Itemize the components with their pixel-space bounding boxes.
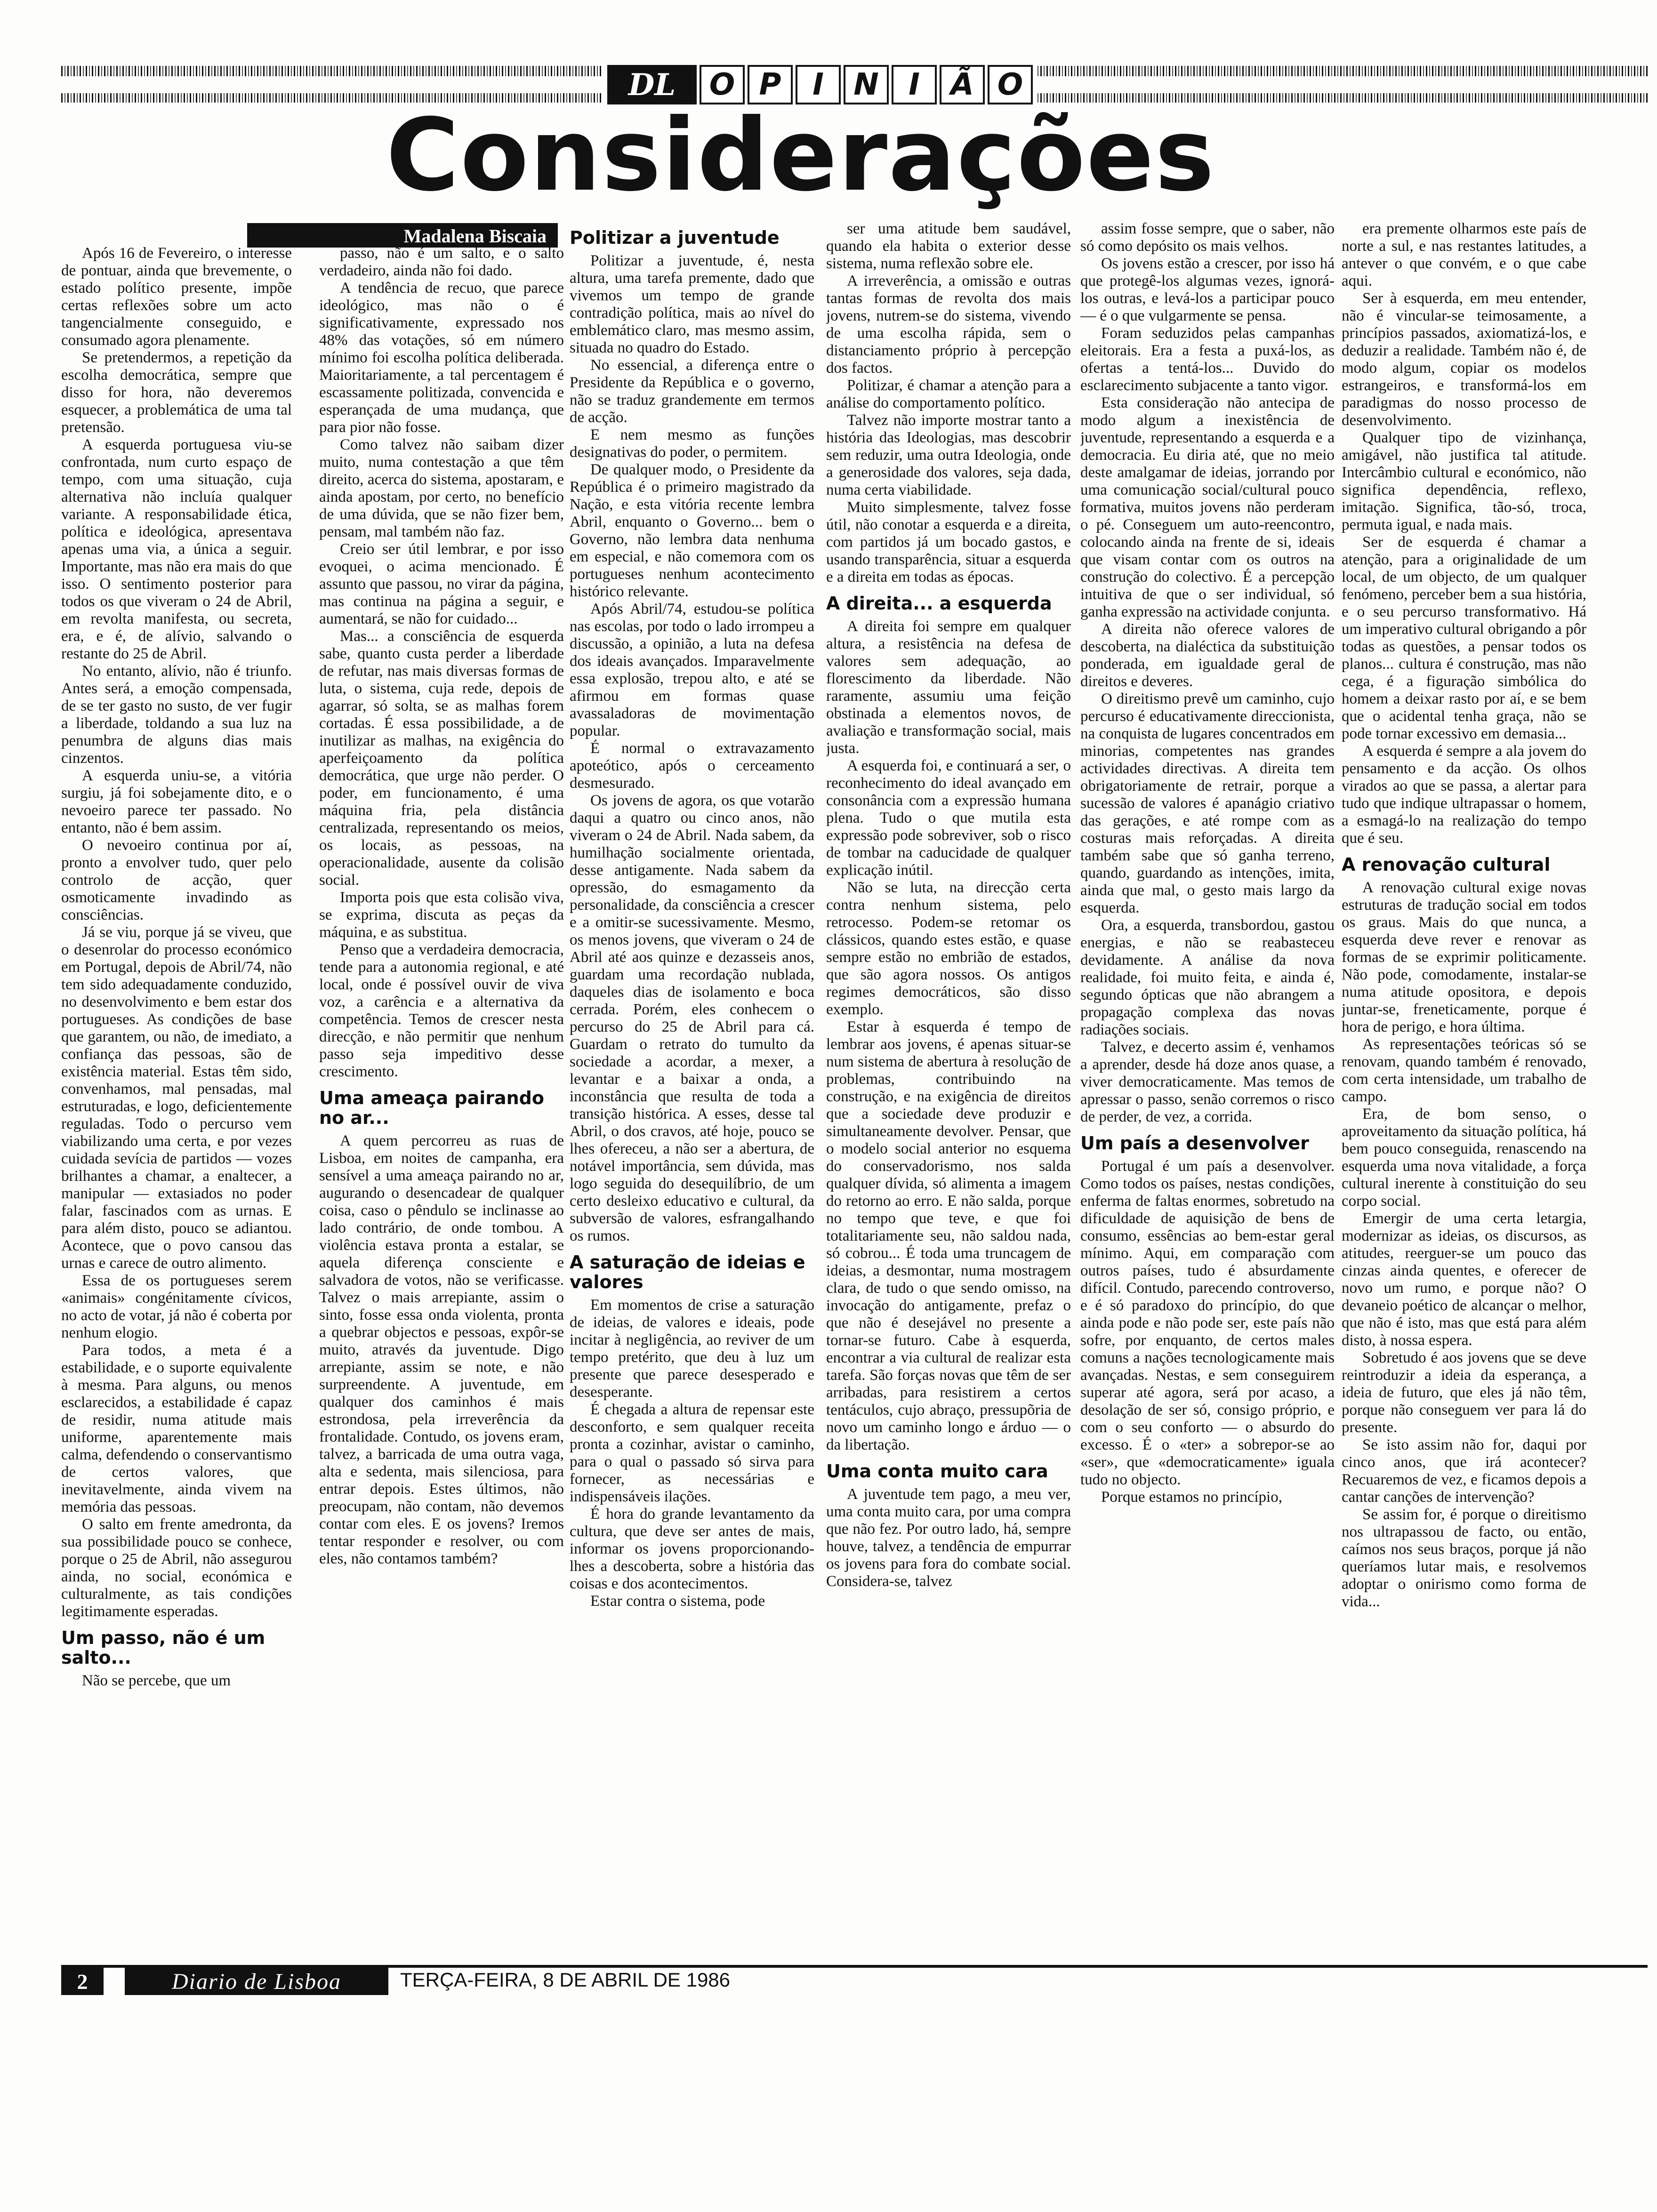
paragraph: As representações teóricas só se renovam, quando também é renovado, com certa intensidade, um trabalho de campo. [1342,1036,1586,1105]
paragraph: Após 16 de Fevereiro, o interesse de pontuar, ainda que brevemente, o estado político presente, impõe certas reflexões sobre um acto tangencialmente conseguido, e consumado agora plenamente. [61,245,292,349]
paragraph: Emergir de uma certa letargia, modernizar as ideias, os discursos, as atitudes, reerguer-se um pouco das cinzas ainda quentes, e oferecer de novo um rumo, e porque não? O devaneio poético de alcançar o melhor, que não é isto, mas que está para além disto, à nossa espera. [1342,1210,1586,1349]
paragraph: Penso que a verdadeira democracia, tende para a autonomia regional, e até local, onde é possível ouvir de viva voz, a carência e a alternativa da competência. Temos de crescer nesta direcção, e não permitir que nenhum passo seja impeditivo desse crescimento. [319,941,564,1080]
paragraph: Se assim for, é porque o direitismo nos ultrapassou de facto, ou então, caímos nos seus braços, porque já não queríamos lutar mais, e resolvemos adoptar o onirismo como forma de vida... [1342,1506,1586,1610]
paragraph: É hora do grande levantamento da cultura, que deve ser antes de mais, informar os jovens proporcionando-lhes a descoberta, sobre a história das coisas e dos acontecimentos. [570,1506,814,1592]
subheading: A direita... a esquerda [826,593,1052,614]
paragraph: Já se viu, porque já se viveu, que o desenrolar do processo económico em Portugal, depois de Abril/74, não tem sido adequadamente conduzido, no desenvolvimento e bem estar dos portugueses. As condições de base que garantem, ou não, de imediato, a confiança das pessoas, são de existência material. Estas têm sido, convenhamos, mal pensadas, mal estruturadas, e logo, deficientemente reguladas. Todo o percurso vem viabilizando uma certa, e por vezes cuidada sevícia de partidos — vozes brilhantes a chamar, a enaltecer, a manipular — extasiados no poder falar, fascinados com as urnas. E para além disto, pouco se adiantou. Acontece, que o povo cansou das urnas e carece de outro alimento. [61,924,292,1272]
paragraph: Se pretendermos, a repetição da escolha democrática, sempre que disso for hora, não deveremos esquecer, a problemática de uma tal pretensão. [61,349,292,436]
paragraph: Essa de os portugueses serem «animais» congénitamente cívicos, no acto de votar, já não é coberta por nenhum elogio. [61,1272,292,1341]
paragraph: Estar à esquerda é tempo de lembrar aos jovens, é apenas situar-se num sistema de abertura à resolução de problemas, contribuindo na construção, e na exigência de direitos que a sociedade deve produzir e simultaneamente devolver. Pensar, que o modelo social anterior no esquema do conservadorismo, nos salda qualquer dívida, só alimenta a imagem do retorno ao erro. E não salda, porque no tempo que teve, e que foi totalitariamente seu, não saldou nada, só cobrou... É toda uma truncagem de ideias, a desmontar, numa mostragem clara, de tudo o que sendo omisso, na invocação do antigamente, prefaz o que não é desejável no presente a tornar-se futuro. Cabe à esquerda, encontrar a via cultural de realizar esta tarefa. São forças novas que têm de ser arribadas, para resistirem a certos tentáculos, cujo abraço, pressupõria de novo um caminho longo e árduo — o da libertação. [826,1018,1071,1453]
paragraph: A esquerda é sempre a ala jovem do pensamento e da acção. Os olhos virados ao que se passa, a alertar para tudo que indique ultrapassar o homem, a esmagá-lo na realização do tempo que é seu. [1342,743,1586,847]
paragraph: Foram seduzidos pelas campanhas eleitorais. Era a festa a puxá-los, as ofertas a tentá-los... Duvido do esclarecimento subjacente a tanto vigor. [1080,325,1335,394]
byline: Madalena Biscaia [403,225,547,247]
paragraph: Mas... a consciência de esquerda sabe, quanto custa perder a liberdade de refutar, nas mais diversas formas de luta, o sistema, cuja rede, depois de agarrar, só solta, se as malhas forem cortadas. É essa possibilidade, a de inutilizar as malhas, na exigência do aperfeiçoamento da política democrática, que urge não perder. O poder, em funcionamento, é uma máquina fria, pela distância centralizada, representando os meios, os locais, as pessoas, na operacionalidade, ausente da colisão social. [319,628,564,889]
paragraph: A esquerda foi, e continuará a ser, o reconhecimento do ideal avançado em consonância com a expressão humana plena. Tudo o que mutila esta expressão pode sobreviver, sob o risco de tombar na caducidade de qualquer explicação inútil. [826,757,1071,879]
newspaper-name: Diario de Lisboa [125,1968,388,1995]
subheading: Uma ameaça pairando no ar... [319,1088,544,1128]
section-letter: O [988,65,1033,104]
subheading: Um passo, não é um salto... [61,1627,265,1668]
paragraph: Esta consideração não antecipa de modo algum a inexistência de juventude, representando a esquerda e a democracia. Eu diria até, que no meio deste amalgamar de ideias, jorrando por uma comunicação social/cultural pouco formativa, muitos jovens não perderam o pé. Conseguem um auto-reencontro, colocando ainda na frente de si, ideais que visam contar com os outros na construção do colectivo. É a percepção intuitiva de que o ser individual, só ganha expressão na actividade conjunta. [1080,394,1335,620]
publication-date: TERÇA-FEIRA, 8 DE ABRIL DE 1986 [400,1969,731,1991]
paragraph: Os jovens estão a crescer, por isso há que protegê-los algumas vezes, ignorá-los outras, e levá-los a participar pouco — é o que vulgarmente se pensa. [1080,255,1335,324]
paragraph: No essencial, a diferença entre o Presidente da República e o governo, não se traduz grandemente em termos de acção. [570,357,814,426]
paragraph: Não se percebe, que um [82,1672,231,1689]
article-column-3 [570,220,814,1939]
paragraph: Qualquer tipo de vizinhança, amigável, não justifica tal atitude. Intercâmbio cultural e económico, não significa dependência, reflexo, imitação. Significa, tão-só, troca, permuta igual, e nada mais. [1342,429,1586,533]
paragraph: Creio ser útil lembrar, e por isso evoquei, o acima mencionado. É assunto que passou, no virar da página, mas continua na página a seguir, e aumentará, se não for cuidado... [319,541,564,627]
paragraph: A renovação cultural exige novas estruturas de tradução social em todos os graus. Mais do que nunca, a esquerda deve rever e renovar as formas de se exprimir politicamente. Não pode, comodamente, instalar-se numa atitude opositora, e depois juntar-se, freneticamente, porque é hora de perigo, e hora última. [1342,879,1586,1035]
paragraph: passo, não é um salto, e o salto verdadeiro, ainda não foi dado. [319,245,564,279]
paragraph: Politizar, é chamar a atenção para a análise do comportamento político. [826,377,1071,411]
section-letter: Ã [940,65,985,104]
paragraph: A direita foi sempre em qualquer altura, a resistência na defesa de valores sem adequação, ao florescimento da liberdade. Não raramente, assumiu uma feição obstinada a elementos novos, de avaliação e transformação social, mais justa. [826,618,1071,757]
paragraph: É chegada a altura de repensar este desconforto, e sem qualquer receita pronta a cozinhar, avistar o caminho, para o qual o passado só sirva para fornecer, as necessárias e indispensáveis ilações. [570,1401,814,1505]
section-letter: I [892,65,937,104]
paragraph: Talvez não importe mostrar tanto a história das Ideologias, mas descobrir sem reduzir, uma outra Ideologia, onde a generosidade dos valores, seja dada, numa certa viabilidade. [826,412,1071,498]
section-letter: N [844,65,889,104]
paragraph: E nem mesmo as funções designativas do poder, o permitem. [570,426,814,461]
subheading: Uma conta muito cara [826,1461,1048,1482]
paragraph: De qualquer modo, o Presidente da República é o primeiro magistrado da Nação, e esta vitória recente lembra Abril, enquanto o Governo... bem o Governo, não lembra data nenhuma em especial, e não comemora com os portugueses nenhum acontecimento histórico relevante. [570,461,814,600]
paragraph: Em momentos de crise a saturação de ideias, de valores e ideais, pode incitar à negligência, ao reviver de um tempo pretérito, que deu à luz um presente que parece desesperado e desesperante. [570,1297,814,1401]
paragraph: Estar contra o sistema, pode [590,1593,765,1610]
article-title: Considerações [386,97,1215,213]
paragraph: Porque estamos no princípio, [1101,1489,1282,1506]
paragraph: A tendência de recuo, que parece ideológico, mas não o é significativamente, expressado nos 48% das votações, só em número mínimo foi escolha política deliberada. Maioritariamente, a tal percentagem é escassamente politizada, convencida e esperançada de uma mudança, que para pior não fosse. [319,280,564,436]
paragraph: Ser à esquerda, em meu entender, não é vincular-se teimosamente, a princípios passados, axiomatizá-los, e deduzir a realidade. Também não é, de modo algum, copiar os modelos estrangeiros, e transformá-los em paradigmas do nosso processo de desenvolvimento. [1342,290,1586,429]
paragraph: O nevoeiro continua por aí, pronto a envolver tudo, quer pelo controlo de acção, quer osmoticamente invadindo as consciências. [61,837,292,923]
paragraph: A esquerda uniu-se, a vitória surgiu, já foi sobejamente dito, e o nevoeiro parece ter passado. No entanto, não é bem assim. [61,767,292,836]
paragraph: Se isto assim não for, daqui por cinco anos, que irá acontecer? Recuaremos de vez, e ficamos depois a cantar canções de intervenção? [1342,1436,1586,1506]
paragraph: Portugal é um país a desenvolver. Como todos os países, nestas condições, enferma de faltas enormes, sobretudo na dificuldade de aquisição de bens de consumo, essências ao bem-estar geral mínimo. Aqui, em comparação com outros países, tudo é absurdamente difícil. Contudo, parecendo controverso, e é só paradoxo do princípio, do que ainda pode e não pode ser, este país não sofre, por enquanto, de certos males comuns a nações tecnologicamente mais avançadas. Nestas, e sem conseguirem superar até agora, será por acaso, a desolação de ser só, consigo próprio, e com o seu conforto — o absurdo do excesso. É o «ter» a sobrepor-se ao «ser», que «democraticamente» iguala tudo no objecto. [1080,1158,1335,1488]
article-column-5 [1080,220,1335,1939]
paragraph: A direita não oferece valores de descoberta, na dialéctica da substituição ponderada, em igualdade geral de direitos e deveres. [1080,621,1335,690]
subheading: Politizar a juventude [570,227,780,248]
article-column-6 [1342,220,1586,1939]
paragraph: A irreverência, a omissão e outras tantas formas de revolta dos mais jovens, nutrem-se do sistema, vivendo de uma escolha rápida, sem o distanciamento próprio à percepção dos factos. [826,272,1071,377]
subheading: Um país a desenvolver [1080,1133,1309,1154]
paragraph: Muito simplesmente, talvez fosse útil, não conotar a esquerda e a direita, com partidos já um bocado gastos, e usando transparência, situar a esquerda e a direita em todas as épocas. [826,499,1071,585]
paragraph: Politizar a juventude, é, nesta altura, uma tarefa premente, dado que vivemos um tempo de grande contradição política, mais ao nível do emblemático claro, mas mesmo assim, situada no quadro do Estado. [570,252,814,356]
article-column-2 [319,245,564,1939]
paragraph: A quem percorreu as ruas de Lisboa, em noites de campanha, era sensível a uma ameaça pairando no ar, augurando o desencadear de qualquer coisa, caso o pêndulo se inclinasse ao lado contrário, de onde tombou. A violência estava pronta a estalar, se aquela diferença consciente e salvadora de votos, não se verificasse. Talvez o mais arrepiante, assim o sinto, fosse essa onda violenta, pronta a quebrar objectos e pessoas, expôr-se muito, através da juventude. Digo arrepiante, assim se note, e não surpreendente. A juventude, em qualquer dos caminhos é mais estrondosa, pela irreverência da frontalidade. Contudo, os jovens eram, talvez, a barricada de uma outra vaga, alta e sedenta, mais silenciosa, para entrar depois. Estes últimos, não preocupam, não contam, não devemos contar com eles. E os jovens? Iremos tentar responder e resolver, ou com eles, não contamos também? [319,1132,564,1567]
paragraph: ser uma atitude bem saudável, quando ela habita o exterior desse sistema, numa reflexão sobre ele. [826,220,1071,272]
paragraph: O salto em frente amedronta, da sua possibilidade pouco se conhece, porque o 25 de Abril, não assegurou ainda, no social, económica e culturalmente, as tais condições legitimamente esperadas. [61,1516,292,1620]
paragraph: A juventude tem pago, a meu ver, uma conta muito cara, por uma compra que não fez. Por outro lado, há, sempre houve, talvez, a tendência de empurrar os jovens para fora do combate social. Considera-se, talvez [826,1486,1071,1590]
paragraph: Para todos, a meta é a estabilidade, e o suporte equivalente à mesma. Para alguns, ou menos esclarecidos, a estabilidade é capaz de residir, numa atitude mais uniforme, aparentemente mais calma, defendendo o conservantismo de certos valores, que inevitavelmente, ainda vivem na memória das pessoas. [61,1342,292,1515]
paragraph: Talvez, e decerto assim é, venhamos a aprender, desde há doze anos quase, a viver democraticamente. Mas temos de apressar o passo, senão corremos o risco de perder, de vez, a corrida. [1080,1039,1335,1125]
section-letter: P [748,65,793,104]
paragraph: Era, de bom senso, o aproveitamento da situação política, há bem pouco conseguida, renascendo na esquerda uma nova vitalidade, a força cultural inerente à constituição do seu corpo social. [1342,1106,1586,1210]
section-letter: I [796,65,841,104]
paragraph: No entanto, alívio, não é triunfo. Antes será, a emoção compensada, de se ter gasto no susto, de ver fugir a liberdade, toldando a sua luz na penumbra de alguns dias mais cinzentos. [61,663,292,767]
paragraph: Importa pois que esta colisão viva, se exprima, discuta as peças da máquina, e as substitua. [319,889,564,941]
section-letter: O [700,65,745,104]
paragraph: assim fosse sempre, que o saber, não só como depósito os mais velhos. [1080,220,1335,255]
paragraph: Após Abril/74, estudou-se política nas escolas, por todo o lado irrompeu a discussão, a opinião, a luta na defesa dos ideais avançados. Imparavelmente essa explosão, trepou alto, e até se afirmou em formas quase avassaladoras de movimentação popular. [570,601,814,739]
page-number: 2 [61,1968,104,1995]
paragraph: era premente olharmos este país de norte a sul, e nas restantes latitudes, a antever o que convém, e o que cabe aqui. [1342,220,1586,289]
article-column-4 [826,220,1071,1939]
paragraph: Não se luta, na direcção certa contra nenhum sistema, pelo retrocesso. Podem-se retomar os clássicos, quando estes estão, e quase sempre estão no embrião de estados, que são agora nossos. Os antigos regimes democráticos, são disso exemplo. [826,879,1071,1018]
paragraph: A esquerda portuguesa viu-se confrontada, num curto espaço de tempo, com uma situação, cuja alternativa não incluía qualquer variante. A responsabilidade ética, política e ideológica, apresentava apenas uma via, a única a seguir. Importante, mas não era mais do que isso. O sentimento posterior para todos os que viveram o 24 de Abril, em revolta manifesta, ou secreta, era, e é, de alívio, salvando o restante do 25 de Abril. [61,436,292,662]
paragraph: É normal o extravazamento apoteótico, após o cerceamento desmesurado. [570,740,814,792]
paragraph: Ora, a esquerda, transbordou, gastou energias, e não se reabasteceu devidamente. A análise da nova realidade, foi muito feita, e ainda é, segundo ópticas que não abrangem a propagação complexa das novas radiações sociais. [1080,917,1335,1038]
paragraph: Os jovens de agora, os que votarão daqui a quatro ou cinco anos, não viveram o 24 de Abril. Nada sabem, da humilhação socialmente orientada, desse antigamente. Nada sabem da opressão, do esmagamento da personalidade, da consciência a crescer e a omitir-se sucessivamente. Mesmo, os menos jovens, que viveram o 24 de Abril até aos quinze e dezasseis anos, guardam uma recordação nublada, daqueles dias de isolamento e boca cerrada. Porém, eles conhecem o percurso do 25 de Abril para cá. Guardam o retrato do tumulto da sociedade a acordar, a mexer, a levantar e a baixar a onda, a inconstância que resulta de toda a transição histórica. A esses, desse tal Abril, o dos cravos, até hoje, pouco se lhes ofereceu, a não ser a abertura, de notável importância, sem dúvida, mas logo seguida do desequilíbrio, de um certo desleixo educativo e cultural, da subversão de valores, esfrangalhando os rumos. [570,792,814,1244]
article-column-1 [61,245,292,1939]
newspaper-logo: DL [607,65,697,104]
paragraph: Ser de esquerda é chamar a atenção, para a originalidade de um local, de um objecto, de um qualquer fenómeno, perceber bem a sua história, e o seu percurso transformativo. Há um imperativo cultural obrigando a pôr todas as questões, a pensar todos os planos... cultura é construção, mas não cega, é a figuração simbólica do homem a deixar rasto por aí, e se bem que o acidental tenha graça, não se pode tornar excessivo em demasia... [1342,534,1586,742]
paragraph: Sobretudo é aos jovens que se deve reintroduzir a ideia da esperança, a ideia de futuro, que eles já não têm, porque não conseguem ver para lá do presente. [1342,1349,1586,1436]
subheading: A saturação de ideias e valores [570,1252,805,1292]
paragraph: O direitismo prevê um caminho, cujo percurso é educativamente direccionista, na conquista de lugares concentrados em minorias, competentes nas grandes actividades directivas. A direita tem obrigatoriamente de retrair, porque a sucessão de valores é apanágio criativo das gerações, e até rompe com as costuras mais reforçadas. A direita também sabe que só ganha terreno, quando, guardando as intenções, imita, ainda que mal, o gesto mais largo da esquerda. [1080,690,1335,916]
subheading: A renovação cultural [1342,854,1551,875]
paragraph: Como talvez não saibam dizer muito, numa contestação a que têm direito, acerca do sistema, apostaram, e ainda apostam, por certo, no benefício de uma dúvida, que se não fizer bem, pensam, mal também não faz. [319,436,564,540]
byline-bar [247,223,558,248]
